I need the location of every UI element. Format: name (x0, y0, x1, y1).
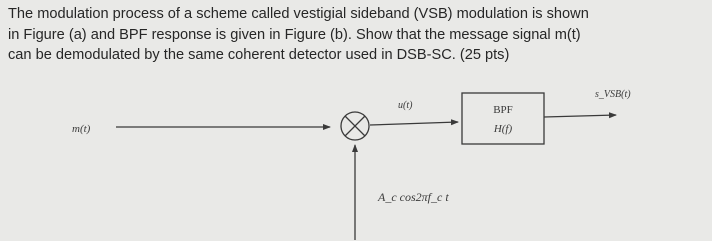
mixer-multiplier (341, 112, 369, 140)
output-signal-label: s_VSB(t) (595, 89, 631, 100)
problem-line-1: The modulation process of a scheme called vestigial sideband (VSB) modulation is shown (8, 6, 589, 22)
input-signal-label: m(t) (72, 123, 91, 135)
mixer-output-label: u(t) (398, 100, 413, 111)
carrier-label: A_c cos2πf_c t (378, 190, 449, 204)
output-line (544, 115, 616, 117)
mixer-output-line (370, 122, 458, 125)
bpf-transfer-function: H(f) (493, 123, 513, 135)
bpf-title: BPF (493, 104, 513, 116)
bpf-block (462, 93, 544, 144)
problem-line-2: in Figure (a) and BPF response is given in Figure (b). Show that the message signal m(t) (8, 26, 581, 43)
problem-line-3: can be demodulated by the same coherent detector used in DSB-SC. (25 pts) (8, 47, 510, 63)
